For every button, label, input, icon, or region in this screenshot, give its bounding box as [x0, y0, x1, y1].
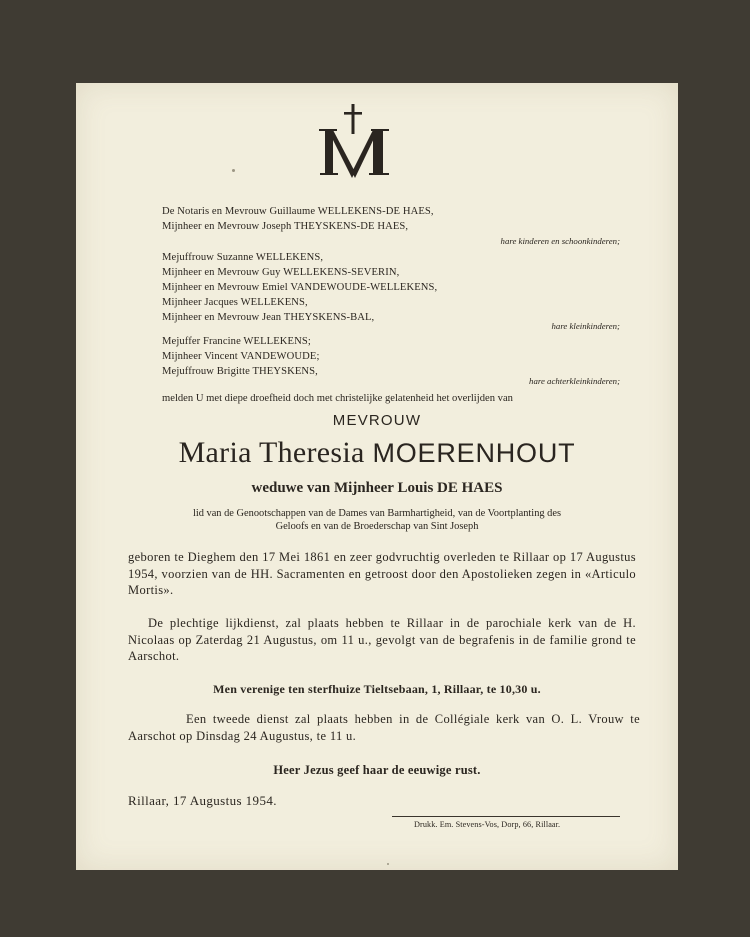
cross-m-monogram-icon [319, 104, 391, 184]
relation-grandchildren: hare kleinkinderen; [551, 321, 620, 331]
title-mevrouw: MEVROUW [332, 412, 422, 429]
grandchildren-list [162, 250, 437, 325]
family-line: Mejuffrouw Brigitte THEYSKENS, [162, 366, 318, 377]
memberships [76, 507, 678, 533]
funeral-paragraph: De plechtige lijkdienst, zal plaats hebben te Rillaar in de parochiale kerk van de H. Nicolaas op Zaterdag 21 Augustus, om 11 u., gevolgt van de begrafenis in de familie grond te Aarschot. [128, 616, 636, 663]
family-line: Mejuffer Francine WELLEKENS; [162, 336, 311, 347]
mourning-card [76, 83, 678, 870]
second-service-paragraph: Een tweede dienst zal plaats hebben in de Collégiale kerk van O. L. Vrouw te Aarschot op Dinsdag 24 Augustus, te 11 u. [128, 712, 640, 743]
surname: MOERENHOUT [372, 438, 576, 468]
paper-speck [232, 169, 235, 172]
family-line: Mijnheer en Mevrouw Jean THEYSKENS-BAL, [162, 312, 375, 323]
family-line: Mijnheer Jacques WELLEKENS, [162, 297, 308, 308]
printer-divider [392, 816, 620, 817]
family-line: De Notaris en Mevrouw Guillaume WELLEKENS-DE HAES, [162, 206, 434, 217]
given-names: Maria Theresia [178, 436, 365, 469]
membership-line: lid van de Genootschappen van de Dames van Barmhartigheid, van de Voortplanting des [192, 508, 562, 519]
announcement-text: melden U met diepe droefheid doch met christelijke gelatenheid het overlijden van [162, 393, 513, 404]
gathering-line: Men verenige ten sterfhuize Tieltsebaan, 1, Rillaar, te 10,30 u. [213, 682, 541, 696]
great-grandchildren-list [162, 334, 320, 379]
family-line: Mijnheer en Mevrouw Joseph THEYSKENS-DE HAES, [162, 221, 409, 232]
prayer-line: Heer Jezus geef haar de eeuwige rust. [273, 763, 481, 777]
place-date: Rillaar, 17 Augustus 1954. [128, 793, 277, 808]
family-line: Mijnheer en Mevrouw Emiel VANDEWOUDE-WELLEKENS, [162, 282, 438, 293]
paper-speck [387, 863, 389, 865]
relation-great-grandchildren: hare achterkleinkinderen; [529, 376, 620, 386]
membership-line: Geloofs en van de Broederschap van Sint Joseph [275, 521, 479, 532]
relation-children: hare kinderen en schoonkinderen; [500, 236, 620, 246]
deceased-name [76, 436, 678, 470]
widow-of-line: weduwe van Mijnheer Louis DE HAES [251, 480, 503, 496]
family-line: Mijnheer Vincent VANDEWOUDE; [162, 351, 320, 362]
family-line: Mejuffrouw Suzanne WELLEKENS, [162, 252, 324, 263]
children-list [162, 204, 434, 234]
family-line: Mijnheer en Mevrouw Guy WELLEKENS-SEVERIN, [162, 267, 400, 278]
printer-credit: Drukk. Em. Stevens-Vos, Dorp, 66, Rillaar. [414, 820, 561, 829]
birth-death-paragraph: geboren te Dieghem den 17 Mei 1861 en zeer godvruchtig overleden te Rillaar op 17 Augustus 1954, voorzien van de HH. Sacramenten en getroost door den Apostolieken zegen in «Articulo Mortis». [128, 550, 636, 597]
